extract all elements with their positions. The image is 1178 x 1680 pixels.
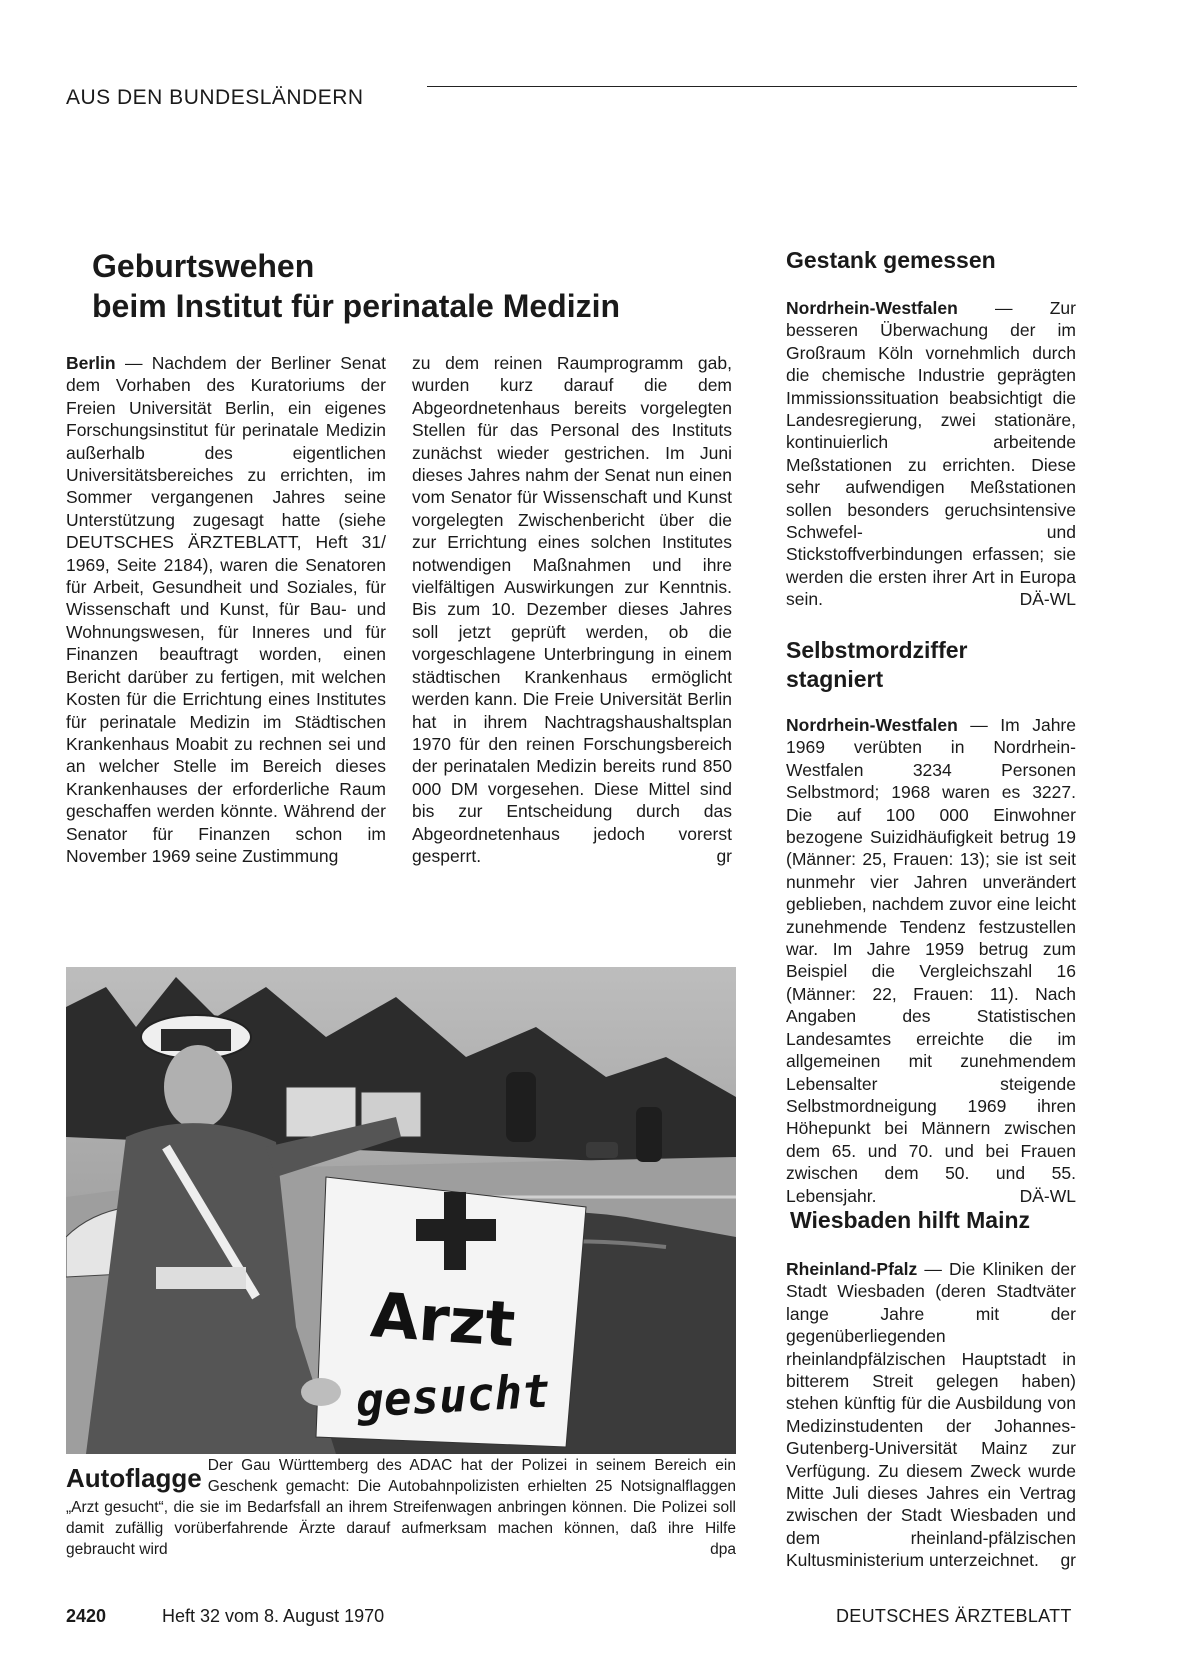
news-photo — [66, 967, 736, 1454]
wiesbaden-article — [786, 1258, 1076, 1572]
gestank-article — [786, 297, 1076, 611]
selbstmord-headline-line2: stagniert — [786, 666, 884, 692]
photo-sign-text-2: gesucht — [354, 1363, 552, 1428]
wiesbaden-signature: gr — [1060, 1550, 1076, 1571]
main-article-text-2: zu dem reinen Raumprogramm gab, wurden kurz darauf die dem Abgeordnetenhaus bereits vorgelegten Stellen für das Personal des Instituts zunächst wieder gestrichen. Im Juni dieses Jahres nahm der Senat nun einen vom Senator für Wissenschaft und Kunst vorgelegten Zwischenbericht über die zur Errichtung eines solchen Institutes notwendigen Maßnahmen und ihre vielfältigen Auswirkungen zur Kenntnis. Bis zum 10. Dezember dieses Jahres soll jetzt geprüft werden, ob die vorgeschlagene Unterbringung in einem städtischen Krankenhaus ermöglicht werden kann. Die Freie Universität Berlin hat in ihrem Nachtragshaushaltsplan 1970 für den reinen Forschungsbereich der perinatalen Medizin bereits rund 850 000 DM vorgesehen. Diese Mittel sind bis zur Entscheidung durch das Abgeordnetenhaus jedoch vorerst gesperrt. — [412, 353, 732, 866]
selbstmord-headline-line1: Selbstmordziffer — [786, 637, 968, 663]
issue-info: Heft 32 vom 8. August 1970 — [162, 1606, 385, 1626]
photo-illustration — [66, 967, 736, 1454]
main-article-signature: gr — [716, 845, 732, 866]
wiesbaden-dateline: Rheinland-Pfalz — [786, 1259, 918, 1279]
photo-caption — [66, 1455, 736, 1560]
page-number: 2420 — [66, 1606, 107, 1626]
main-article-column-2 — [412, 352, 732, 867]
selbstmord-dateline: Nordrhein-Westfalen — [786, 715, 958, 735]
selbstmord-signature: DÄ-WL — [1019, 1185, 1076, 1206]
gestank-signature: DÄ-WL — [1019, 589, 1076, 610]
caption-title: Autoflagge — [66, 1463, 202, 1493]
wiesbaden-text: — Die Kliniken der Stadt Wiesbaden (deren Stadtväter lange Jahre mit der gegenüberliegenden rheinlandpfälzischen Hauptstadt in bitterem Streit gelegen haben) stehen künftig für die Ausbildung von Medizinstudenten der Johannes-Gutenberg-Universität Mainz zur Verfügung. Zu diesem Zweck wurde Mitte Juli dieses Jahres ein Vertrag zwischen der Stadt Wiesbaden und dem rheinland-pfälzischen Kultusministerium unterzeichnet. — [786, 1259, 1076, 1571]
selbstmord-headline — [786, 636, 1076, 694]
main-article-text-1: — Nachdem der Berliner Senat dem Vorhaben des Kuratoriums der Freien Universität Berlin, ein eigenes Forschungsinstitut für perinatale Medizin außerhalb des eigentlichen Universitätsbereiches zu errichten, im Sommer vergangenen Jahres seine Unterstützung zugesagt hatte (siehe DEUTSCHES ÄRZTEBLATT, Heft 31/ 1969, Seite 2184), waren die Senatoren für Arbeit, Gesundheit und Soziales, für Wissenschaft und Kunst, für Bau- und Wohnungswesen, für Inneres und für Finanzen beauftragt worden, einen Bericht darüber zu fertigen, mit welchen Kosten für die Errichtung eines Institutes für perinatale Medizin im Städtischen Krankenhaus Moabit zu rechnen sei und an welcher Stelle im Bereich dieses Krankenhauses der erforderliche Raum geschaffen werden könnte. Während der Senator für Finanzen schon im November 1969 seine Zustimmung — [66, 353, 386, 866]
photo-sign-text-1: Arzt — [368, 1278, 518, 1362]
gestank-dateline: Nordrhein-Westfalen — [786, 298, 958, 318]
caption-text: Der Gau Württemberg des ADAC hat der Polizei in seinem Bereich ein Geschenk gemacht: Die Autobahnpolizisten erhielten 25 Notsignalflaggen „Arzt gesucht“, die sie im Bedarfsfall an ihrem Streifenwagen anbringen können. Die Polizei soll damit zufällig vorüberfahrende Ärzte darauf aufmerksam machen können, daß ihre Hilfe gebraucht wird — [66, 1457, 736, 1558]
selbstmord-text: — Im Jahre 1969 verübten in Nordrhein-Westfalen 3234 Personen Selbstmord; 1968 waren es 3227. Die auf 100 000 Einwohner bezogene Suizidhäufigkeit betrug 19 (Männer: 25, Frauen: 13); sie ist seit nunmehr vier Jahren unverändert geblieben, nachdem zuvor eine leicht zunehmende Tendenz festzustellen war. Im Jahre 1959 betrug zum Beispiel die Vergleichszahl 16 (Männer: 22, Frauen: 11). Nach Angaben des Statistischen Landesamtes erreichte die im allgemeinen mit zunehmendem Lebensalter steigende Selbstmordneigung 1969 ihren Höhepunkt bei Männern zwischen dem 65. und 70. und bei Frauen zwischen dem 50. und 55. Lebensjahr. — [786, 715, 1076, 1206]
main-headline-line2: beim Institut für perinatale Medizin — [92, 288, 621, 324]
journal-name: DEUTSCHES ÄRZTEBLATT — [836, 1606, 1072, 1626]
selbstmord-article — [786, 714, 1076, 1207]
caption-credit: dpa — [710, 1541, 736, 1558]
wiesbaden-headline: Wiesbaden hilft Mainz — [790, 1207, 1031, 1233]
main-dateline: Berlin — [66, 353, 116, 373]
section-rule — [427, 86, 1077, 87]
section-label: AUS DEN BUNDESLÄNDERN — [66, 86, 364, 109]
main-headline — [92, 246, 692, 326]
main-headline-line1: Geburtswehen — [92, 248, 315, 284]
main-article-column-1 — [66, 352, 386, 867]
gestank-headline: Gestank gemessen — [786, 247, 996, 273]
gestank-text: — Zur besseren Überwachung der im Großraum Köln vornehmlich durch die chemische Industrie geprägten Immissionssituation beabsichtigt die Landesregierung, zwei stationäre, kontinuierlich arbeitende Meßstationen zu errichten. Diese sehr aufwendigen Meßstationen sollen besonders geruchsintensive Schwefel- und Stickstoffverbindungen erfassen; sie werden die ersten ihrer Art in Europa sein. — [786, 298, 1076, 610]
